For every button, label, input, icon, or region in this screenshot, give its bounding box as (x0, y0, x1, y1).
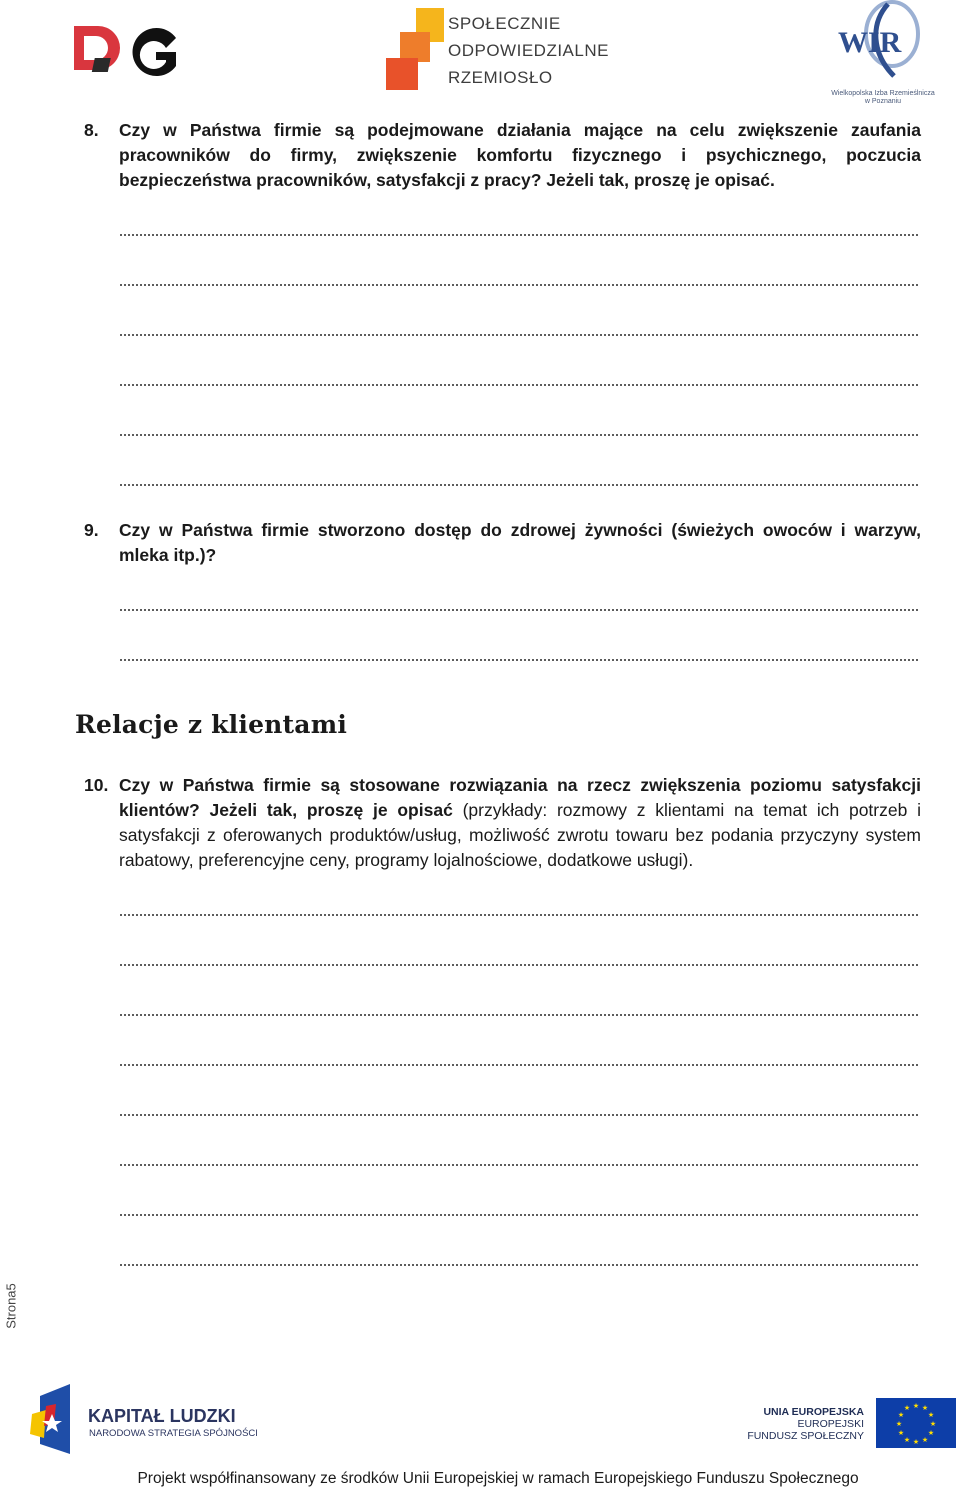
page-number (0, 1276, 22, 1336)
answer-line[interactable] (119, 608, 919, 612)
answer-line[interactable] (119, 1013, 919, 1017)
question-10 (84, 773, 921, 873)
svg-text:★: ★ (903, 1404, 911, 1412)
logo-line-1: SPOŁECZNIE (448, 14, 561, 33)
svg-text:★: ★ (921, 1436, 929, 1444)
section-title: Relacje z klientami (75, 710, 348, 739)
question-text-examples: (przykłady: rozmowy z klientami na temat ich potrzeb i satysfakcji z oferowanych produktów/usług, możliwość zwrotu towaru bez podania przyczyny system rabatowy, preferencyjne ceny, programy lojalnościowe, dodatkowe usługi). (119, 800, 921, 870)
wir-caption-1: Wielkopolska Izba Rzemieślnicza (831, 90, 935, 97)
wir-caption-2: w Poznaniu (864, 98, 902, 105)
ue-line-1: UNIA EUROPEJSKA (763, 1406, 864, 1418)
svg-text:★: ★ (912, 1438, 920, 1446)
page-number-label: Strona5 (3, 1283, 19, 1329)
question-9 (84, 518, 921, 568)
question-number: 8. (84, 120, 99, 140)
answer-line[interactable] (119, 1063, 919, 1067)
question-text: Czy w Państwa firmie stworzono dostęp do zdrowej żywności (świeżych owoców i warzyw, mleka itp.)? (119, 520, 921, 565)
answer-line[interactable] (119, 1113, 919, 1117)
answer-line[interactable] (119, 283, 919, 287)
logo-line-2: ODPOWIEDZIALNE (448, 41, 609, 60)
answer-line[interactable] (119, 1213, 919, 1217)
answer-line[interactable] (119, 1263, 919, 1267)
svg-text:WIR: WIR (838, 26, 902, 59)
svg-text:★: ★ (903, 1436, 911, 1444)
eu-logo (747, 1398, 956, 1450)
svg-text:★: ★ (921, 1404, 929, 1412)
spoleczne-rzemioslo-logo (386, 8, 626, 90)
kl-title: KAPITAŁ LUDZKI (88, 1406, 236, 1426)
answer-line[interactable] (119, 658, 919, 662)
kl-subtitle: NARODOWA STRATEGIA SPÓJNOŚCI (89, 1428, 258, 1439)
ue-line-3: FUNDUSZ SPOŁECZNY (747, 1430, 864, 1442)
dg-logo (72, 24, 182, 80)
svg-text:★: ★ (929, 1420, 937, 1428)
svg-text:★: ★ (897, 1429, 905, 1437)
answer-line[interactable] (119, 333, 919, 337)
wir-logo (830, 0, 936, 108)
svg-text:★: ★ (927, 1411, 935, 1419)
ue-line-2: EUROPEJSKI (797, 1418, 864, 1430)
answer-line[interactable] (119, 233, 919, 237)
svg-text:★: ★ (897, 1411, 905, 1419)
question-text: Czy w Państwa firmie są podejmowane działania mające na celu zwiększenie zaufania pracowników do firmy, zwiększenie komfortu fizycznego i psychicznego, poczucia bezpieczeństwa pracowników, satysfakcji z pracy? Jeżeli tak, proszę je opisać. (119, 120, 921, 190)
question-number: 9. (84, 520, 99, 540)
answer-line[interactable] (119, 383, 919, 387)
kapital-ludzki-logo (30, 1384, 260, 1456)
logo-line-3: RZEMIOSŁO (448, 68, 553, 87)
eu-flag-icon (876, 1398, 956, 1448)
question-8 (84, 118, 921, 193)
question-text (119, 773, 921, 873)
answer-line[interactable] (119, 963, 919, 967)
svg-text:★: ★ (895, 1420, 903, 1428)
footer-note: Projekt współfinansowany ze środków Unii Europejskiej w ramach Europejskiego Funduszu Społecznego (137, 1470, 859, 1487)
answer-line[interactable] (119, 433, 919, 437)
svg-text:★: ★ (927, 1429, 935, 1437)
question-number: 10. (84, 775, 109, 795)
svg-text:★: ★ (912, 1402, 920, 1410)
answer-line[interactable] (119, 483, 919, 487)
question-text-bold: Czy w Państwa firmie są stosowane rozwiązania na rzecz zwiększenia poziomu satysfakcji klientów? Jeżeli tak, proszę je opisać (119, 775, 921, 820)
answer-line[interactable] (119, 913, 919, 917)
answer-line[interactable] (119, 1163, 919, 1167)
